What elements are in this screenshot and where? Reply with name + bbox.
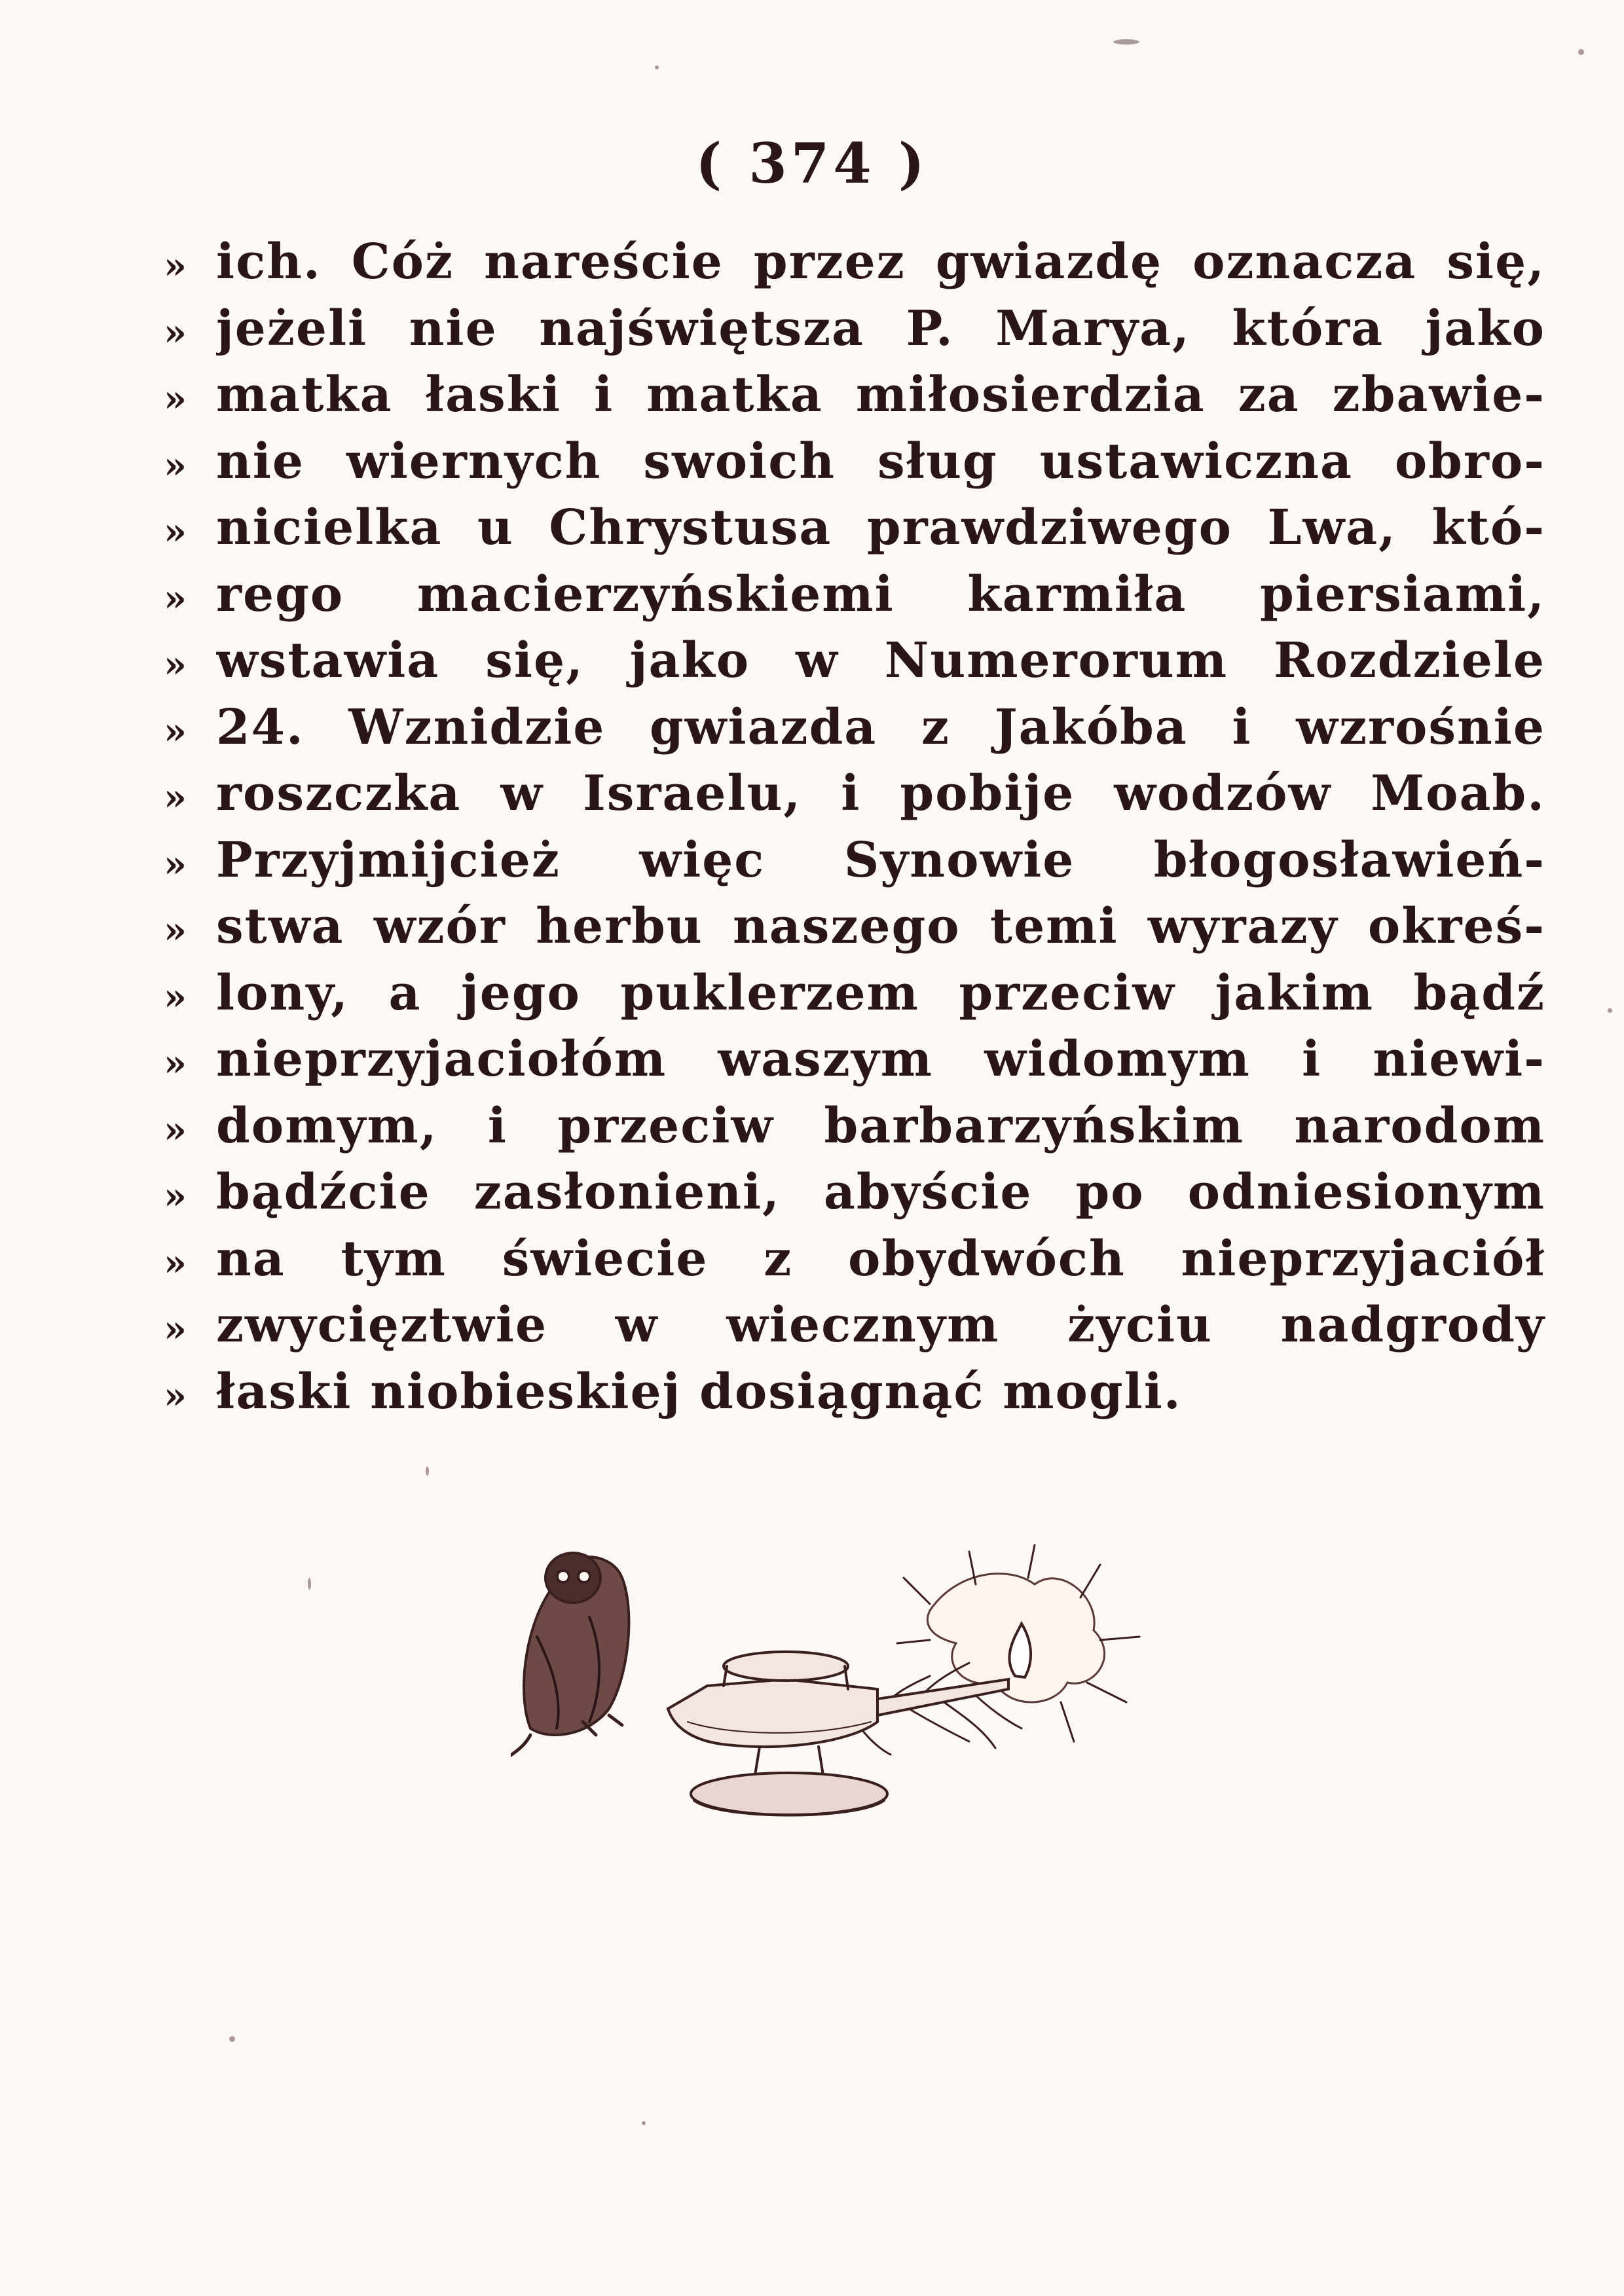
quote-mark: »: [164, 1241, 187, 1285]
quote-mark: »: [164, 975, 187, 1019]
quote-mark: »: [164, 1108, 187, 1152]
owl-oil-lamp-vignette-icon: [511, 1525, 1205, 1892]
text-line: [164, 1226, 1545, 1293]
quote-mark: »: [164, 443, 187, 487]
text-line: [164, 1159, 1545, 1226]
quote-mark: »: [164, 776, 187, 819]
paper-speck: [1113, 39, 1139, 45]
paper-speck: [1608, 1008, 1612, 1013]
text-line: [164, 960, 1545, 1027]
quote-mark: »: [164, 1175, 187, 1218]
text-line: [164, 1292, 1545, 1359]
paper-speck: [642, 2121, 646, 2125]
quote-mark: »: [164, 510, 187, 553]
line-text: nieprzyjaciołóm waszym widomym i niewi-: [216, 1031, 1545, 1087]
line-text: wstawia się, jako w Numerorum Rozdziele: [216, 632, 1545, 689]
quote-mark: »: [164, 310, 187, 354]
quoted-text-block: [164, 229, 1545, 1425]
quote-mark: »: [164, 1307, 187, 1351]
quote-mark: »: [164, 842, 187, 886]
text-line: [164, 894, 1545, 960]
paper-speck: [426, 1467, 429, 1476]
line-text: roszczka w Israelu, i pobije wodzów Moab.: [216, 765, 1545, 822]
text-line: [164, 628, 1545, 695]
paper-speck: [229, 2036, 235, 2042]
line-text: Przyjmijcież więc Synowie błogosławień-: [216, 831, 1545, 888]
quote-mark: »: [164, 909, 187, 952]
text-line: [164, 1359, 1545, 1426]
oil-lamp: [668, 1652, 1008, 1815]
text-line: [164, 761, 1545, 828]
owl: [511, 1553, 629, 1758]
text-line: [164, 296, 1545, 363]
line-text: zwycięztwie w wiecznym życiu nadgrody: [216, 1297, 1545, 1353]
text-line: [164, 429, 1545, 496]
line-text: rego macierzyńskiemi karmiła piersiami,: [216, 566, 1545, 623]
text-line: [164, 362, 1545, 429]
line-text: lony, a jego puklerzem przeciw jakim bądź: [216, 964, 1545, 1021]
line-text: nicielka u Chrystusa prawdziwego Lwa, któ-: [216, 500, 1545, 556]
text-line: [164, 695, 1545, 761]
quote-mark: »: [164, 244, 187, 287]
line-text: bądźcie zasłonieni, abyście po odniesionym: [216, 1164, 1545, 1220]
quote-mark: »: [164, 643, 187, 686]
line-text: 24. Wznidzie gwiazda z Jakóba i wzrośnie: [216, 699, 1545, 756]
quote-mark: »: [164, 709, 187, 753]
paper-speck: [308, 1578, 311, 1590]
text-line: [164, 229, 1545, 296]
text-line: [164, 495, 1545, 562]
quote-mark: »: [164, 1374, 187, 1417]
paper-speck: [1578, 49, 1584, 55]
text-line: [164, 1093, 1545, 1160]
text-line: [164, 562, 1545, 629]
line-text: matka łaski i matka miłosierdzia za zbawie-: [216, 367, 1545, 423]
line-text: na tym świecie z obydwóch nieprzyjaciół: [216, 1230, 1545, 1287]
line-text: domym, i przeciw barbarzyńskim narodom: [216, 1097, 1545, 1154]
line-text: ich. Cóż nareście przez gwiazdę oznacza się,: [216, 234, 1545, 290]
text-line: [164, 1027, 1545, 1093]
quote-mark: »: [164, 377, 187, 420]
line-text: jeżeli nie najświętsza P. Marya, która jako: [216, 300, 1545, 357]
quote-mark: »: [164, 576, 187, 620]
line-text: stwa wzór herbu naszego temi wyrazy okreś-: [216, 898, 1545, 955]
line-text: nie wiernych swoich sług ustawiczna obro-: [216, 433, 1545, 490]
page-number-header: ( 374 ): [695, 131, 929, 196]
line-text: łaski niobieskiej dosiągnąć mogli.: [216, 1363, 1182, 1420]
quote-mark: »: [164, 1042, 187, 1085]
paper-speck: [655, 65, 659, 69]
text-line: [164, 828, 1545, 894]
